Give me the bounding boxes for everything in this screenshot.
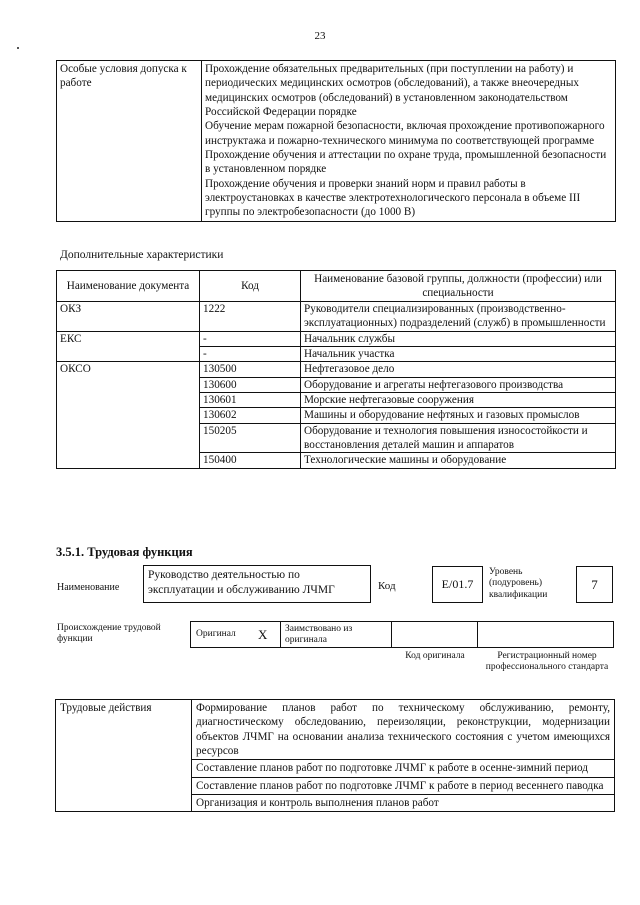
doc-cell: ЕКС [57,331,200,362]
header-code: Код [200,271,301,302]
condition-item: Обучение мерам пожарной безопасности, включая прохождение противопожарного инструктажа и пожарно-технического минимума по соответствующей программе [205,120,605,147]
code-cell: 130500 [200,362,301,377]
code-cell: 130601 [200,392,301,407]
function-name-box: Руководство деятельностью по эксплуатации и обслуживанию ЛЧМГ [143,565,371,603]
condition-item: Прохождение обучения и аттестации по охране труда, промышленной безопасности в установленном порядке [205,148,607,176]
code-cell: 150400 [200,453,301,468]
name-label: Наименование [57,582,120,593]
conditions-table [56,60,616,222]
code-cell: 130602 [200,408,301,423]
conditions-cell [202,61,616,222]
table-row [56,700,615,760]
section-heading: 3.5.1. Трудовая функция [56,545,193,559]
name-cell: Машины и оборудование нефтяных и газовых промыслов [301,408,616,423]
origin-label: Происхождение трудовой функции [57,623,161,645]
doc-cell: ОКСО [57,362,200,468]
labor-action-item: Организация и контроль выполнения планов работ [192,794,615,811]
code-cell: 130600 [200,377,301,392]
origin-divider [280,622,281,647]
header-doc: Наименование документа [57,271,200,302]
table-row [57,362,616,377]
name-cell: Начальник службы [301,331,616,346]
level-value-box: 7 [576,566,613,603]
level-label: Уровень (подуровень) квалификации [489,567,548,600]
origin-divider [477,622,478,647]
labor-action-item: Составление планов работ по подготовке ЛЧМГ к работе в осенне-зимний период [192,760,615,777]
original-label: Оригинал [196,629,236,639]
name-cell: Оборудование и технология повышения износостойкости и восстановления деталей машин и аппаратов [301,423,616,453]
code-cell: 150205 [200,423,301,453]
borrowed-label: Заимствовано из оригинала [285,624,353,646]
table-row [57,302,616,332]
labor-actions-label: Трудовые действия [56,700,192,812]
name-cell: Технологические машины и оборудование [301,453,616,468]
labor-action-item: Формирование планов работ по техническому обслуживанию, ремонту, диагностическому обследованию, переизоляции, реконструкции, модернизации объектов ЛЧМГ на основании анализа технического состояния с учетом имеющихся ресурсов [192,700,615,760]
condition-item: Прохождение обязательных предварительных (при поступлении на работу) и периодических медицинских осмотров (обследований), а также внеочередных медицинских осмотров (обследований) в установленном законодательством Российской Федерации порядке [205,63,580,118]
page-number: 23 [314,30,326,42]
doc-cell: ОКЗ [57,302,200,332]
characteristics-table [56,270,616,469]
orig-code-caption: Код оригинала [405,651,465,661]
reg-number-caption: Регистрационный номер профессионального стандарта [485,651,609,673]
origin-box [190,621,614,648]
name-cell: Морские нефтегазовые сооружения [301,392,616,407]
name-cell: Начальник участка [301,346,616,361]
table-row [57,331,616,346]
code-cell: 1222 [200,302,301,332]
code-cell: - [200,331,301,346]
origin-divider [391,622,392,647]
original-mark: X [258,627,268,642]
condition-item: Прохождение обучения и проверки знаний норм и правил работы в электроустановках в качестве электротехнологического персонала в объеме III группы по электробезопасности (до 1000 В) [205,177,581,219]
labor-action-item: Составление планов работ по подготовке ЛЧМГ к работе в период весеннего паводка [192,777,615,794]
code-label: Код [378,580,396,592]
additional-caption: Дополнительные характеристики [60,249,224,261]
code-cell: - [200,346,301,361]
name-cell: Нефтегазовое дело [301,362,616,377]
table-header-row [57,271,616,302]
scan-speck [17,47,19,49]
header-name: Наименование базовой группы, должности (профессии) или специальности [301,271,616,302]
name-cell: Руководители специализированных (производственно-эксплуатационных) подразделений (служб) в промышленности [301,302,616,332]
labor-actions-table [55,699,615,812]
code-value-box: E/01.7 [432,566,483,603]
name-cell: Оборудование и агрегаты нефтегазового производства [301,377,616,392]
conditions-label: Особые условия допуска к работе [57,61,202,222]
